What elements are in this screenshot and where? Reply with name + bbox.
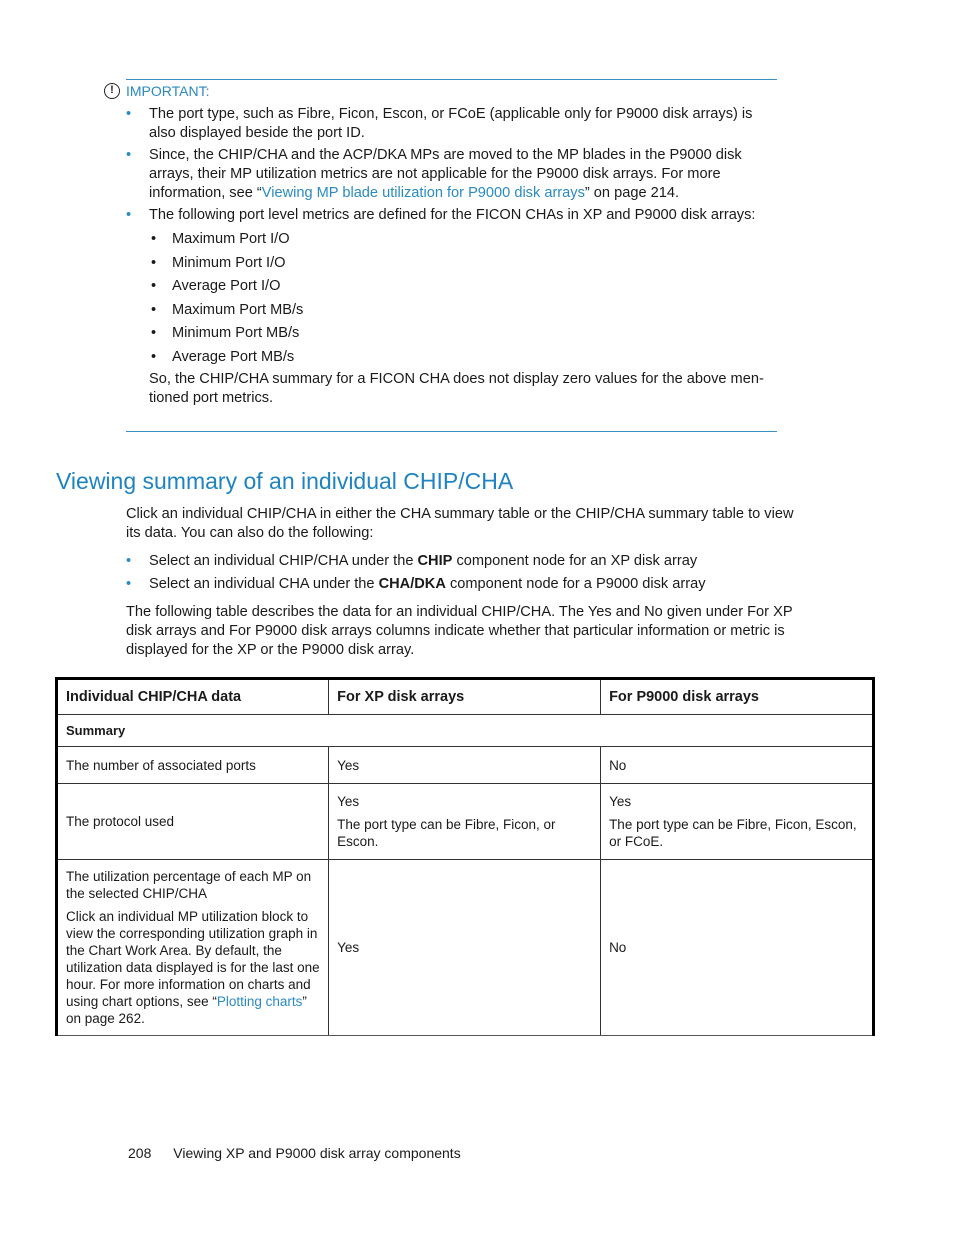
bottom-divider <box>126 431 777 432</box>
list-item <box>126 146 777 203</box>
table-intro-paragraph: The following table describes the data for an individual CHIP/CHA. The Yes and No given under For XP disk arrays and For P9000 disk arrays columns indicate whether that particular information or metric is displayed for the XP or the P9000 disk array. <box>126 604 793 658</box>
cha-dka-node-label: CHA/DKA <box>378 576 446 592</box>
cell-line <box>66 908 320 1027</box>
cell-line: Yes <box>609 794 632 809</box>
cell-line: The port type can be Fibre, Ficon, Escon, or FCoE. <box>609 817 857 849</box>
cell-text: ” on page 262. <box>66 994 307 1026</box>
table-cell <box>601 784 874 860</box>
option-list <box>126 552 806 594</box>
column-header: Individual CHIP/CHA data <box>57 679 329 715</box>
page-number: 208 <box>128 1145 152 1161</box>
closing-paragraph: So, the CHIP/CHA summary for a FICON CHA does not display zero values for the above men-tioned port metrics. <box>149 371 764 406</box>
metric-item: • Average Port MB/s <box>149 348 777 367</box>
mp-blade-link[interactable]: Viewing MP blade utilization for P9000 disk arrays <box>261 185 585 201</box>
important-label: IMPORTANT: <box>126 83 210 99</box>
important-note <box>104 79 777 432</box>
bullet-text: component node for a P9000 disk array <box>445 576 706 592</box>
metric-item: • Maximum Port MB/s <box>149 301 777 320</box>
page-footer <box>128 1145 461 1161</box>
table-header-row <box>57 679 874 715</box>
bullet-text: Since, the CHIP/CHA and the ACP/DKA MPs are moved to the MP blades in the P9000 disk arrays, their MP utilization metrics are not applicable for the P9000 disk arrays. For more information, see “ <box>149 147 742 201</box>
table-cell: Yes <box>329 747 601 784</box>
table-row <box>57 784 874 860</box>
section-title: Viewing summary of an individual CHIP/CHA <box>56 468 514 494</box>
metric-item: • Minimum Port MB/s <box>149 324 777 343</box>
bullet-text: component node for an XP disk array <box>452 553 698 569</box>
bullet-text: Select an individual CHIP/CHA under the <box>149 553 418 569</box>
metric-item: • Maximum Port I/O <box>149 230 777 249</box>
table-cell: No <box>601 860 874 1036</box>
table-row <box>57 860 874 1036</box>
bullet-text: ” on page 214. <box>584 185 680 201</box>
cell-line: The port type can be Fibre, Ficon, or Escon. <box>337 817 556 849</box>
top-divider <box>126 79 777 80</box>
table-cell: Yes <box>329 860 601 1036</box>
column-header: For P9000 disk arrays <box>601 679 874 715</box>
table-section-row <box>57 715 874 747</box>
table-cell: The protocol used <box>57 784 329 860</box>
table-cell: The number of associated ports <box>57 747 329 784</box>
chip-cha-data-table <box>55 677 875 1036</box>
bullet-text: Select an individual CHA under the <box>149 576 379 592</box>
option-list-block <box>126 552 806 598</box>
exclamation-circle-icon: ! <box>104 83 120 99</box>
cell-text: Click an individual MP utilization block to view the corresponding utilization graph in the Chart Work Area. By default, the utilization data displayed is for the last one hour. For more information on charts and using chart options, see “ <box>66 909 320 1009</box>
plotting-charts-link[interactable]: Plotting charts <box>216 994 303 1009</box>
table-cell <box>329 784 601 860</box>
list-item <box>126 552 806 571</box>
metric-item: • Minimum Port I/O <box>149 254 777 273</box>
list-item <box>126 105 777 143</box>
table-cell: No <box>601 747 874 784</box>
column-header: For XP disk arrays <box>329 679 601 715</box>
cell-line: Yes <box>337 794 360 809</box>
list-item <box>126 575 806 594</box>
summary-label: Summary <box>57 715 874 747</box>
important-header <box>104 83 777 99</box>
bullet-text: The port type, such as Fibre, Ficon, Escon, or FCoE (applicable only for P9000 disk arrays) is also displayed beside the port ID. <box>149 106 753 141</box>
metric-item: • Average Port I/O <box>149 277 777 296</box>
bullet-text: The following port level metrics are defined for the FICON CHAs in XP and P9000 disk arrays: <box>149 207 756 223</box>
chip-node-label: CHIP <box>417 553 453 569</box>
intro-paragraph: Click an individual CHIP/CHA in either the CHA summary table or the CHIP/CHA summary table to view its data. You can also do the following: <box>126 506 794 541</box>
important-list <box>104 105 777 367</box>
table-cell <box>57 860 329 1036</box>
metrics-list <box>149 230 777 367</box>
chapter-title: Viewing XP and P9000 disk array components <box>173 1145 461 1161</box>
cell-line: The utilization percentage of each MP on the selected CHIP/CHA <box>66 869 312 901</box>
list-item <box>126 206 777 367</box>
table-row <box>57 747 874 784</box>
